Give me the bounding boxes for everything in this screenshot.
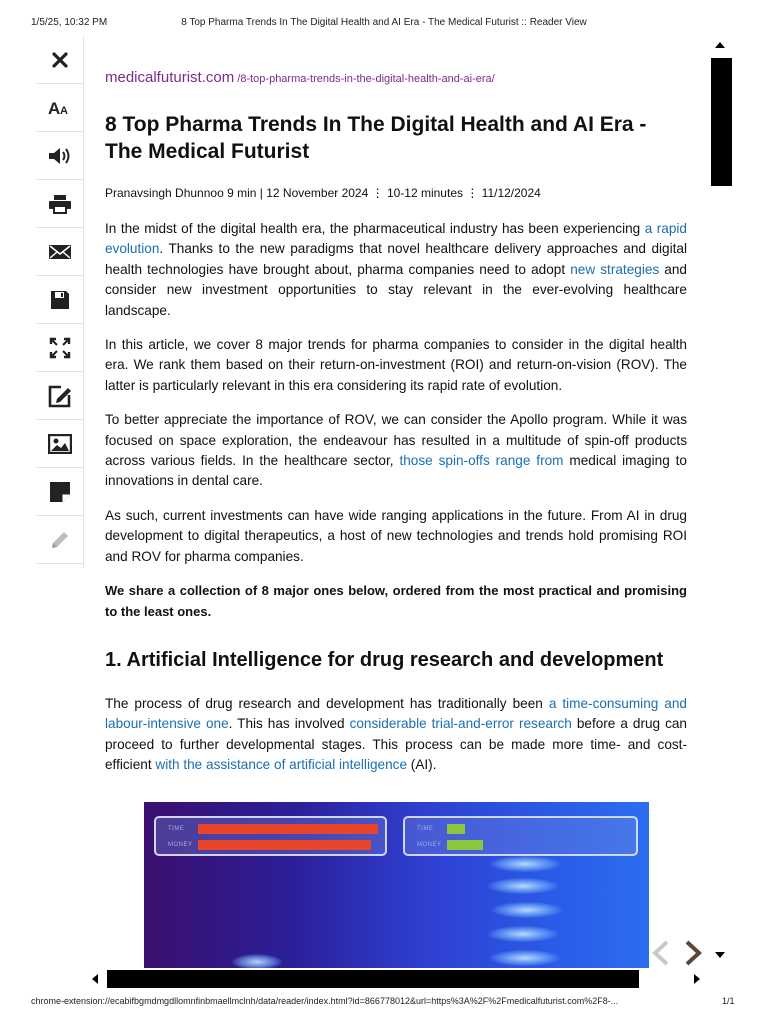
fullscreen-icon <box>49 337 71 359</box>
svg-text:A: A <box>60 104 68 117</box>
link-new-strategies[interactable]: new strategies <box>570 261 660 277</box>
money-label: MONEY <box>168 842 193 848</box>
text-run: medical imaging to innovations in dental care. <box>105 453 687 489</box>
link-time-consuming[interactable]: a time-consuming and labour-intensive one <box>105 695 687 732</box>
scroll-down-arrow-icon[interactable] <box>715 952 725 958</box>
previous-page-icon[interactable] <box>650 940 672 966</box>
note-button[interactable] <box>36 468 84 516</box>
font-size-icon <box>48 99 72 117</box>
print-button[interactable] <box>36 180 84 228</box>
save-button[interactable] <box>36 276 84 324</box>
horizontal-scroll-thumb[interactable] <box>107 970 639 988</box>
next-page-icon[interactable] <box>682 940 704 966</box>
time-bar <box>447 824 465 834</box>
image-icon <box>48 434 72 454</box>
chip-glow <box>488 878 558 894</box>
text-run: . Thanks to the new paradigms that novel healthcare delivery approaches and digital health technologies have brought about, pharma companies need to adopt <box>105 241 687 277</box>
text-run: (AI). <box>407 757 437 773</box>
money-label: MONEY <box>417 842 442 848</box>
figure-panel-traditional <box>154 816 387 856</box>
text-run: The process of drug research and development has traditionally been <box>105 695 549 711</box>
svg-text:A: A <box>48 98 61 117</box>
source-url[interactable] <box>105 70 687 87</box>
scroll-up-arrow-icon[interactable] <box>715 42 725 48</box>
text-run: and consider new investment opportunities to stay relevant in the ever-evolving healthcare landscape. <box>105 261 687 318</box>
chip-glow <box>488 926 558 942</box>
close-button[interactable] <box>36 36 84 84</box>
vertical-scroll-thumb[interactable] <box>711 58 732 186</box>
highlight-button[interactable] <box>36 516 84 564</box>
link-rapid-evolution[interactable]: a rapid evolution <box>105 221 687 257</box>
time-bar <box>198 824 378 834</box>
email-button[interactable] <box>36 228 84 276</box>
article-byline: Pranavsingh Dhunnoo 9 min | 12 November 2024 ⋮ 10-12 minutes ⋮ 11/12/2024 <box>105 186 541 200</box>
print-page-title: 8 Top Pharma Trends In The Digital Health and AI Era - The Medical Futurist :: Reader View <box>181 17 587 28</box>
pencil-icon <box>49 529 71 551</box>
speaker-icon <box>47 145 73 167</box>
note-icon <box>49 481 71 503</box>
link-ai-assistance[interactable]: with the assistance of artificial intelligence <box>155 757 408 773</box>
envelope-icon <box>48 243 72 261</box>
text-run: before a drug can proceed to further developmental stages. This process can be made more time- and cost-efficient <box>105 716 687 773</box>
edit-button[interactable] <box>36 372 84 420</box>
time-label: TIME <box>417 826 434 832</box>
chip-glow <box>492 902 562 918</box>
floppy-disk-icon <box>50 290 70 310</box>
source-path[interactable]: /8-top-pharma-trends-in-the-digital-health-and-ai-era/ <box>237 73 495 85</box>
text-run: To better appreciate the importance of ROV, we can consider the Apollo program. While it was focused on space exploration, the endeavour has resulted in a multitude of spin-off products across various fields. In the healthcare sector, <box>105 412 687 469</box>
paragraph-investments: As such, current investments can have wide ranging applications in the future. From AI in drug development to digital therapeutics, a host of new technologies and trends hold promising ROI and ROV for pharma companies. <box>105 507 687 564</box>
chip-glow <box>232 954 282 968</box>
scroll-left-arrow-icon[interactable] <box>92 974 98 984</box>
paragraph-apollo <box>105 410 687 492</box>
print-header <box>0 17 768 31</box>
time-label: TIME <box>168 826 185 832</box>
edit-icon <box>48 384 72 408</box>
link-spin-offs[interactable]: those spin-offs range from <box>399 453 564 469</box>
link-trial-and-error[interactable]: considerable trial-and-error research <box>349 716 572 732</box>
print-url: chrome-extension://ecabifbgmdmgdllomnfinbmaellmclnh/data/reader/index.html?id=866778012&url=https%3A%2F%2Fmedicalfuturist.com%2F8-... <box>31 996 619 1006</box>
figure-panel-ai <box>403 816 638 856</box>
scroll-right-arrow-icon[interactable] <box>694 974 700 984</box>
print-datetime: 1/5/25, 10:32 PM <box>31 17 108 28</box>
article-title: 8 Top Pharma Trends In The Digital Health and AI Era - The Medical Futurist <box>105 113 647 163</box>
source-domain[interactable]: medicalfuturist.com <box>105 69 235 86</box>
figure-chip-stack <box>484 852 564 968</box>
printer-icon <box>48 193 72 215</box>
chip-glow <box>490 950 560 966</box>
close-icon <box>51 51 69 69</box>
paragraph-intro <box>105 219 687 321</box>
fullscreen-button[interactable] <box>36 324 84 372</box>
article-figure-image <box>144 802 649 968</box>
chip-glow <box>490 856 560 872</box>
paragraph-collection: We share a collection of 8 major ones below, ordered from the most practical and promising to the least ones. <box>105 583 687 619</box>
reader-toolbar <box>36 36 84 568</box>
text-run: In the midst of the digital health era, the pharmaceutical industry has been experiencing <box>105 221 645 236</box>
print-page-count: 1/1 <box>722 996 735 1006</box>
money-bar <box>447 840 483 850</box>
text-run: . This has involved <box>228 716 350 732</box>
font-size-button[interactable] <box>36 84 84 132</box>
section-heading-ai: 1. Artificial Intelligence for drug research and development <box>105 648 664 671</box>
images-button[interactable] <box>36 420 84 468</box>
speak-button[interactable] <box>36 132 84 180</box>
article <box>105 70 687 776</box>
money-bar <box>198 840 371 850</box>
paragraph-roi-rov: In this article, we cover 8 major trends for pharma companies to consider in the digital health era. We rank them based on their return-on-investment (ROI) and return-on-vision (ROV). The latter is particularly relevant in this era considering its rapid rate of evolution. <box>105 337 687 393</box>
print-footer <box>0 996 768 1010</box>
paragraph-drug-research <box>105 694 687 776</box>
